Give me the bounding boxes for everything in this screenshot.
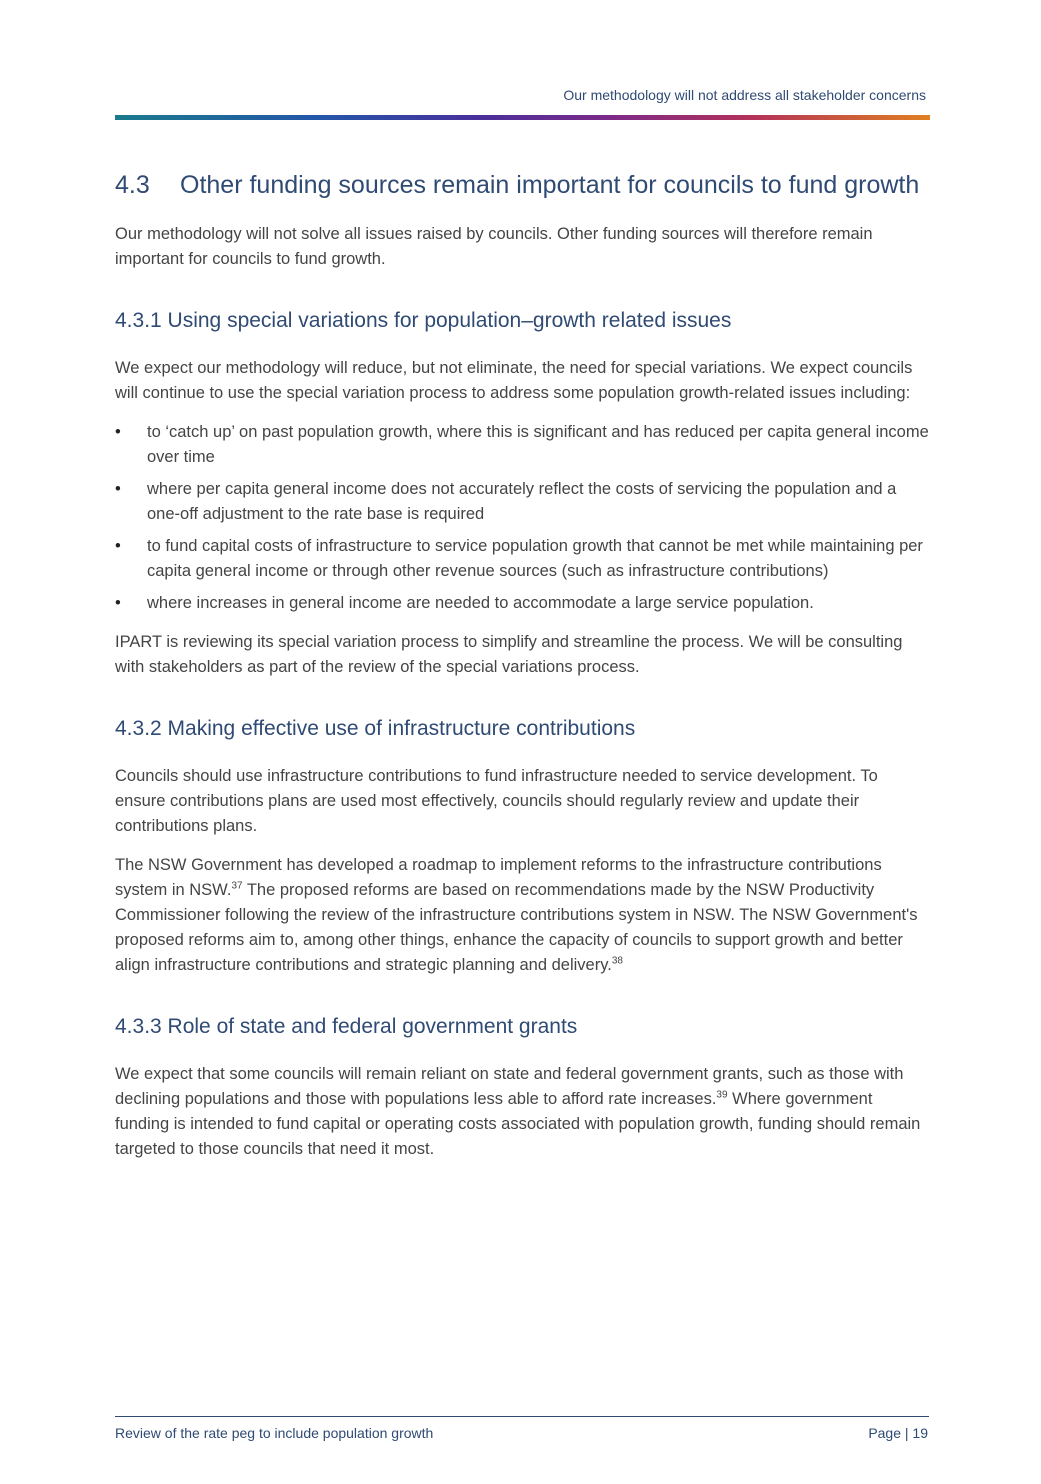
subsection-heading-4-3-2: 4.3.2 Making effective use of infrastructure contributions [115,717,636,740]
subsection-heading-4-3-1: 4.3.1 Using special variations for population–growth related issues [115,309,732,332]
paragraph-text: The NSW Government has developed a roadmap to implement reforms to the infrastructure contributions system in NSW. [115,856,882,899]
section-intro: Our methodology will not solve all issues raised by councils. Other funding sources will therefore remain important for councils to fund growth. [115,225,873,268]
paragraph: Councils should use infrastructure contributions to fund infrastructure needed to service development. To ensure contributions plans are used most effectively, councils should regularly review and update their contributions plans. [115,767,878,835]
footnote-ref-37[interactable]: 37 [231,880,243,892]
footer-document-title: Review of the rate peg to include population growth [115,1425,434,1441]
list-item: • where increases in general income are needed to accommodate a large service population. [115,591,930,616]
paragraph-text: The proposed reforms are based on recommendations made by the NSW Productivity Commissioner following the review of the infrastructure contributions system in NSW. The NSW Government's proposed reforms aim to, among other things, enhance the capacity of councils to support growth and better align infrastructure contributions and strategic planning and delivery. [115,881,918,974]
section-heading [115,170,930,200]
page-number: Page | 19 [868,1425,928,1441]
page-content [115,170,930,1176]
list-item: • where per capita general income does not accurately reflect the costs of servicing the population and a one-off adjustment to the rate base is required [115,477,930,527]
section-title: Other funding sources remain important for councils to fund growth [180,171,920,199]
paragraph: We expect our methodology will reduce, but not eliminate, the need for special variations. We expect councils will continue to use the special variation process to address some population growth-related issues including: [115,359,913,402]
paragraph [115,853,930,978]
paragraph-text: Where government funding is intended to fund capital or operating costs associated with population growth, funding should remain targeted to those councils that need it most. [115,1090,921,1158]
paragraph: IPART is reviewing its special variation process to simplify and streamline the process. We will be consulting with stakeholders as part of the review of the special variations process. [115,633,903,676]
list-item: • to ‘catch up’ on past population growth, where this is significant and has reduced per capita general income over time [115,420,930,470]
running-header: Our methodology will not address all stakeholder concerns [563,87,926,103]
subsection-heading-4-3-3: 4.3.3 Role of state and federal government grants [115,1015,578,1038]
paragraph [115,1062,930,1162]
header-gradient-rule [115,115,930,120]
bullet-list [115,420,930,616]
footnote-ref-39[interactable]: 39 [716,1089,728,1101]
section-number: 4.3 [115,171,150,199]
paragraph-text: We expect that some councils will remain reliant on state and federal government grants, such as those with declining populations and those with populations less able to afford rate increases. [115,1065,904,1108]
footer-rule [115,1416,929,1417]
list-item: • to fund capital costs of infrastructure to service population growth that cannot be met while maintaining per capita general income or through other revenue sources (such as infrastructure contributions) [115,534,930,584]
footnote-ref-38[interactable]: 38 [611,955,623,967]
